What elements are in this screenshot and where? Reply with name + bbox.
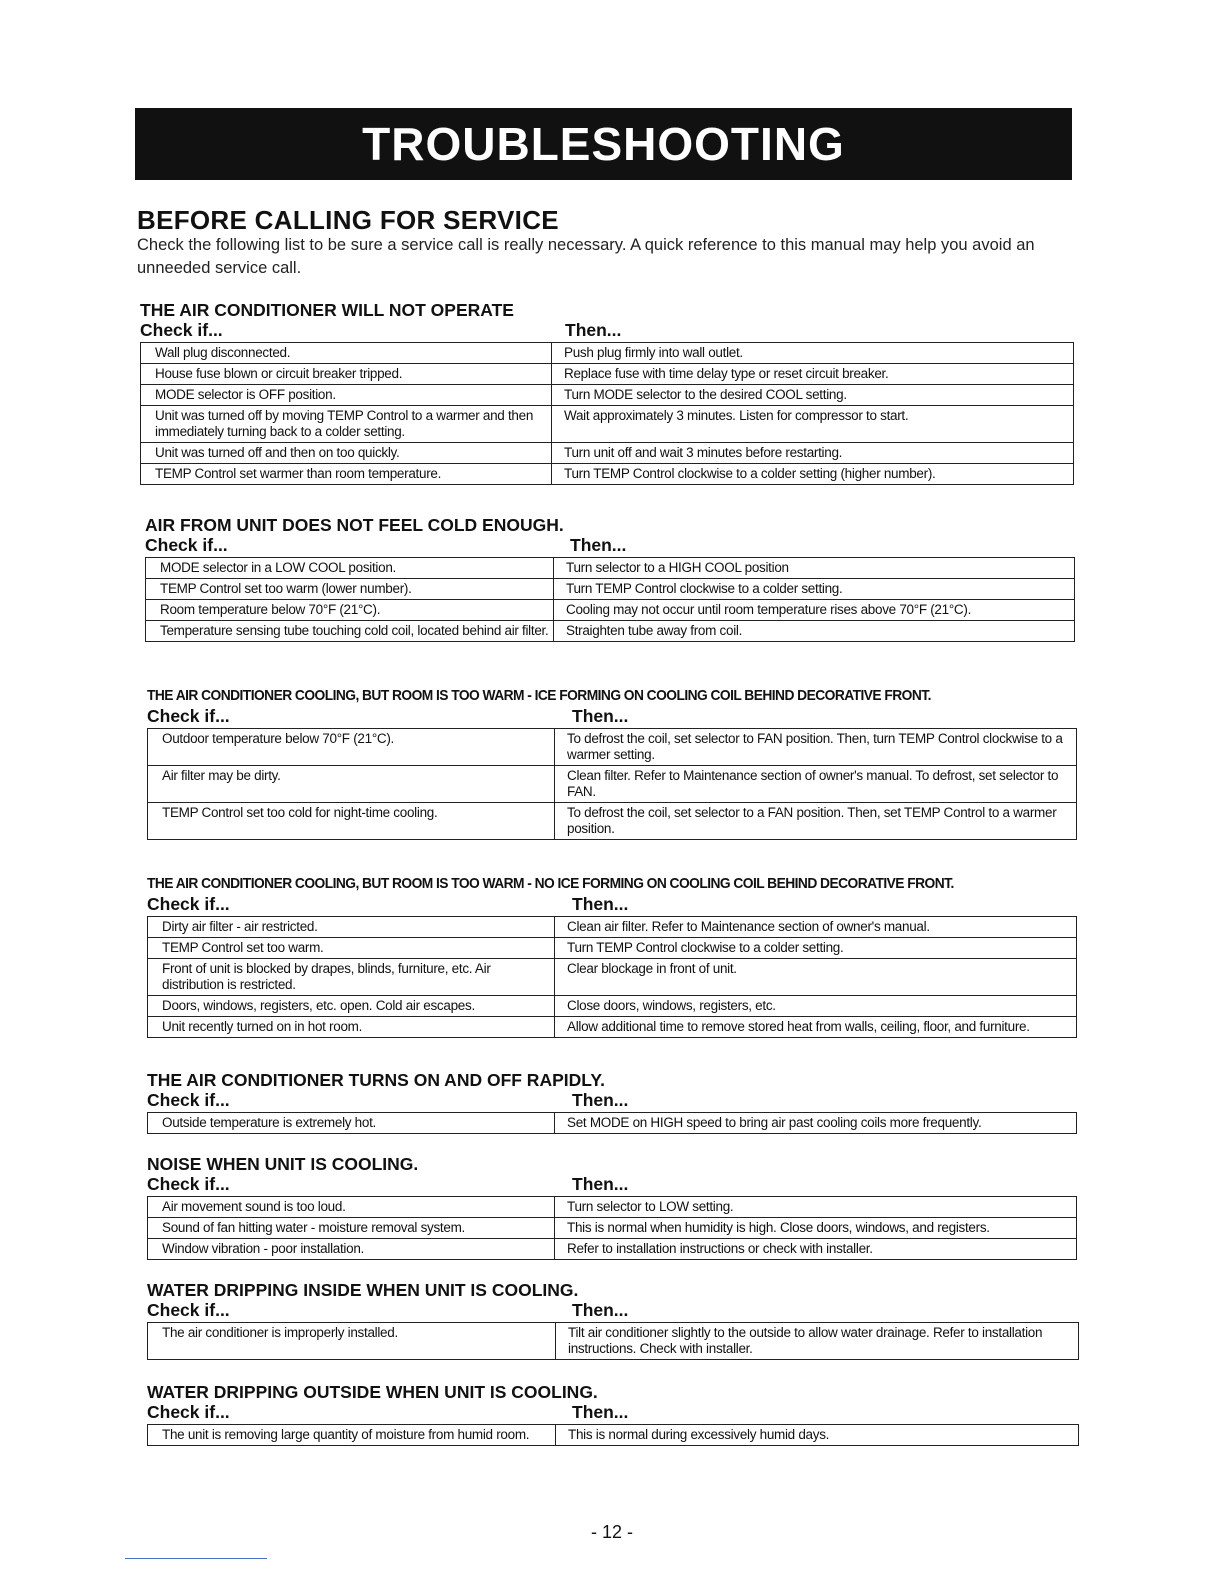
troubleshoot-section bbox=[147, 1070, 1077, 1134]
check-cell: Sound of fan hitting water - moisture removal system. bbox=[148, 1218, 555, 1239]
then-cell: Set MODE on HIGH speed to bring air past cooling coils more frequently. bbox=[555, 1113, 1077, 1134]
section-title: THE AIR CONDITIONER COOLING, BUT ROOM IS TOO WARM - ICE FORMING ON COOLING COIL BEHIND DECORATIVE FRONT. bbox=[147, 687, 931, 704]
check-cell: MODE selector is OFF position. bbox=[141, 385, 552, 406]
check-cell: Wall plug disconnected. bbox=[141, 343, 552, 364]
check-cell: Window vibration - poor installation. bbox=[148, 1239, 555, 1260]
troubleshoot-section bbox=[147, 1280, 1079, 1360]
troubleshoot-section bbox=[140, 300, 1074, 485]
check-if-header: Check if... bbox=[147, 1174, 230, 1194]
check-if-header: Check if... bbox=[147, 1402, 230, 1422]
troubleshoot-table bbox=[147, 1112, 1077, 1134]
check-cell: Outdoor temperature below 70°F (21°C). bbox=[148, 729, 555, 766]
then-cell: Turn MODE selector to the desired COOL setting. bbox=[552, 385, 1074, 406]
troubleshoot-table bbox=[147, 1322, 1079, 1360]
table-row bbox=[148, 766, 1077, 803]
troubleshoot-table bbox=[140, 342, 1074, 485]
troubleshoot-table bbox=[147, 1424, 1079, 1446]
table-row bbox=[148, 729, 1077, 766]
check-cell: The unit is removing large quantity of moisture from humid room. bbox=[148, 1425, 556, 1446]
check-cell: TEMP Control set too warm. bbox=[148, 938, 555, 959]
then-cell: This is normal when humidity is high. Close doors, windows, and registers. bbox=[555, 1218, 1077, 1239]
section-title: THE AIR CONDITIONER TURNS ON AND OFF RAPIDLY. bbox=[147, 1070, 605, 1090]
then-header: Then... bbox=[572, 706, 629, 726]
then-cell: Turn TEMP Control clockwise to a colder setting. bbox=[554, 579, 1075, 600]
troubleshoot-section bbox=[147, 874, 1077, 1038]
table-row bbox=[141, 406, 1074, 443]
column-headers bbox=[147, 1090, 1077, 1110]
then-header: Then... bbox=[570, 535, 627, 555]
check-cell: TEMP Control set too warm (lower number). bbox=[146, 579, 554, 600]
check-cell: Doors, windows, registers, etc. open. Cold air escapes. bbox=[148, 996, 555, 1017]
check-cell: TEMP Control set warmer than room temperature. bbox=[141, 464, 552, 485]
page-number: - 12 - bbox=[590, 1522, 633, 1542]
check-cell: TEMP Control set too cold for night-time cooling. bbox=[148, 803, 555, 840]
then-cell: Clean filter. Refer to Maintenance section of owner's manual. To defrost, set selector to FAN. bbox=[555, 766, 1077, 803]
table-row bbox=[148, 1323, 1079, 1360]
footer-rule bbox=[125, 1558, 267, 1559]
check-cell: Air filter may be dirty. bbox=[148, 766, 555, 803]
then-cell: Replace fuse with time delay type or reset circuit breaker. bbox=[552, 364, 1074, 385]
table-row bbox=[146, 558, 1075, 579]
then-header: Then... bbox=[572, 1174, 629, 1194]
column-headers bbox=[147, 1174, 1077, 1194]
troubleshoot-table bbox=[147, 916, 1077, 1038]
troubleshoot-section bbox=[147, 686, 1077, 840]
then-header: Then... bbox=[572, 1300, 629, 1320]
check-cell: The air conditioner is improperly installed. bbox=[148, 1323, 556, 1360]
check-cell: Room temperature below 70°F (21°C). bbox=[146, 600, 554, 621]
table-row bbox=[148, 959, 1077, 996]
check-cell: Dirty air filter - air restricted. bbox=[148, 917, 555, 938]
section-title: AIR FROM UNIT DOES NOT FEEL COLD ENOUGH. bbox=[145, 515, 564, 535]
column-headers bbox=[140, 320, 1074, 340]
page-title: BEFORE CALLING FOR SERVICE bbox=[137, 205, 559, 235]
check-if-header: Check if... bbox=[147, 894, 230, 914]
troubleshoot-section bbox=[147, 1154, 1077, 1260]
troubleshoot-table bbox=[145, 557, 1075, 642]
check-if-header: Check if... bbox=[147, 1090, 230, 1110]
then-cell: Turn TEMP Control clockwise to a colder setting (higher number). bbox=[552, 464, 1074, 485]
check-cell: Air movement sound is too loud. bbox=[148, 1197, 555, 1218]
table-row bbox=[146, 600, 1075, 621]
table-row bbox=[146, 621, 1075, 642]
table-row bbox=[141, 364, 1074, 385]
troubleshooting-banner: TROUBLESHOOTING bbox=[135, 108, 1072, 180]
section-title: THE AIR CONDITIONER COOLING, BUT ROOM IS TOO WARM - NO ICE FORMING ON COOLING COIL BEHIND DECORATIVE FRONT. bbox=[147, 875, 954, 892]
then-header: Then... bbox=[565, 320, 622, 340]
troubleshoot-section bbox=[147, 1382, 1079, 1446]
then-cell: Turn selector to LOW setting. bbox=[555, 1197, 1077, 1218]
section-title: WATER DRIPPING OUTSIDE WHEN UNIT IS COOLING. bbox=[147, 1382, 598, 1402]
check-if-header: Check if... bbox=[145, 535, 228, 555]
table-row bbox=[148, 1218, 1077, 1239]
troubleshoot-table bbox=[147, 1196, 1077, 1260]
check-if-header: Check if... bbox=[147, 1300, 230, 1320]
then-cell: Turn unit off and wait 3 minutes before restarting. bbox=[552, 443, 1074, 464]
table-row bbox=[148, 1425, 1079, 1446]
then-cell: This is normal during excessively humid days. bbox=[556, 1425, 1079, 1446]
table-row bbox=[148, 917, 1077, 938]
then-cell: Turn selector to a HIGH COOL position bbox=[554, 558, 1075, 579]
table-row bbox=[141, 464, 1074, 485]
then-cell: Push plug firmly into wall outlet. bbox=[552, 343, 1074, 364]
check-cell: Unit was turned off by moving TEMP Control to a warmer and then immediately turning back to a colder setting. bbox=[141, 406, 552, 443]
section-title: NOISE WHEN UNIT IS COOLING. bbox=[147, 1154, 419, 1174]
then-cell: Allow additional time to remove stored heat from walls, ceiling, floor, and furniture. bbox=[555, 1017, 1077, 1038]
table-row bbox=[146, 579, 1075, 600]
then-cell: To defrost the coil, set selector to FAN position. Then, turn TEMP Control clockwise to a warmer setting. bbox=[555, 729, 1077, 766]
then-cell: Cooling may not occur until room temperature rises above 70°F (21°C). bbox=[554, 600, 1075, 621]
then-cell: Clean air filter. Refer to Maintenance section of owner's manual. bbox=[555, 917, 1077, 938]
column-headers bbox=[147, 1300, 1079, 1320]
then-header: Then... bbox=[572, 894, 629, 914]
intro-paragraph: Check the following list to be sure a service call is really necessary. A quick reference to this manual may help you avoid an unneeded service call. bbox=[137, 236, 1035, 277]
table-row bbox=[141, 443, 1074, 464]
column-headers bbox=[147, 706, 1077, 726]
table-row bbox=[148, 1197, 1077, 1218]
then-header: Then... bbox=[572, 1090, 629, 1110]
table-row bbox=[148, 938, 1077, 959]
troubleshoot-table bbox=[147, 728, 1077, 840]
then-cell: Refer to installation instructions or check with installer. bbox=[555, 1239, 1077, 1260]
then-cell: Clear blockage in front of unit. bbox=[555, 959, 1077, 996]
check-cell: Temperature sensing tube touching cold coil, located behind air filter. bbox=[146, 621, 554, 642]
check-cell: Unit recently turned on in hot room. bbox=[148, 1017, 555, 1038]
then-header: Then... bbox=[572, 1402, 629, 1422]
section-title: THE AIR CONDITIONER WILL NOT OPERATE bbox=[140, 300, 514, 320]
then-cell: Turn TEMP Control clockwise to a colder setting. bbox=[555, 938, 1077, 959]
then-cell: Straighten tube away from coil. bbox=[554, 621, 1075, 642]
then-cell: To defrost the coil, set selector to a FAN position. Then, set TEMP Control to a warmer position. bbox=[555, 803, 1077, 840]
troubleshoot-section bbox=[145, 515, 1075, 642]
check-cell: MODE selector in a LOW COOL position. bbox=[146, 558, 554, 579]
column-headers bbox=[147, 1402, 1079, 1422]
table-row bbox=[148, 803, 1077, 840]
section-title: WATER DRIPPING INSIDE WHEN UNIT IS COOLING. bbox=[147, 1280, 579, 1300]
check-cell: Unit was turned off and then on too quickly. bbox=[141, 443, 552, 464]
check-if-header: Check if... bbox=[147, 706, 230, 726]
column-headers bbox=[145, 535, 1075, 555]
table-row bbox=[148, 1017, 1077, 1038]
then-cell: Tilt air conditioner slightly to the outside to allow water drainage. Refer to installation instructions. Check with installer. bbox=[556, 1323, 1079, 1360]
check-cell: House fuse blown or circuit breaker tripped. bbox=[141, 364, 552, 385]
table-row bbox=[148, 996, 1077, 1017]
table-row bbox=[141, 385, 1074, 406]
then-cell: Wait approximately 3 minutes. Listen for compressor to start. bbox=[552, 406, 1074, 443]
table-row bbox=[148, 1113, 1077, 1134]
then-cell: Close doors, windows, registers, etc. bbox=[555, 996, 1077, 1017]
check-cell: Outside temperature is extremely hot. bbox=[148, 1113, 555, 1134]
check-cell: Front of unit is blocked by drapes, blinds, furniture, etc. Air distribution is restricted. bbox=[148, 959, 555, 996]
table-row bbox=[141, 343, 1074, 364]
table-row bbox=[148, 1239, 1077, 1260]
column-headers bbox=[147, 894, 1077, 914]
check-if-header: Check if... bbox=[140, 320, 223, 340]
